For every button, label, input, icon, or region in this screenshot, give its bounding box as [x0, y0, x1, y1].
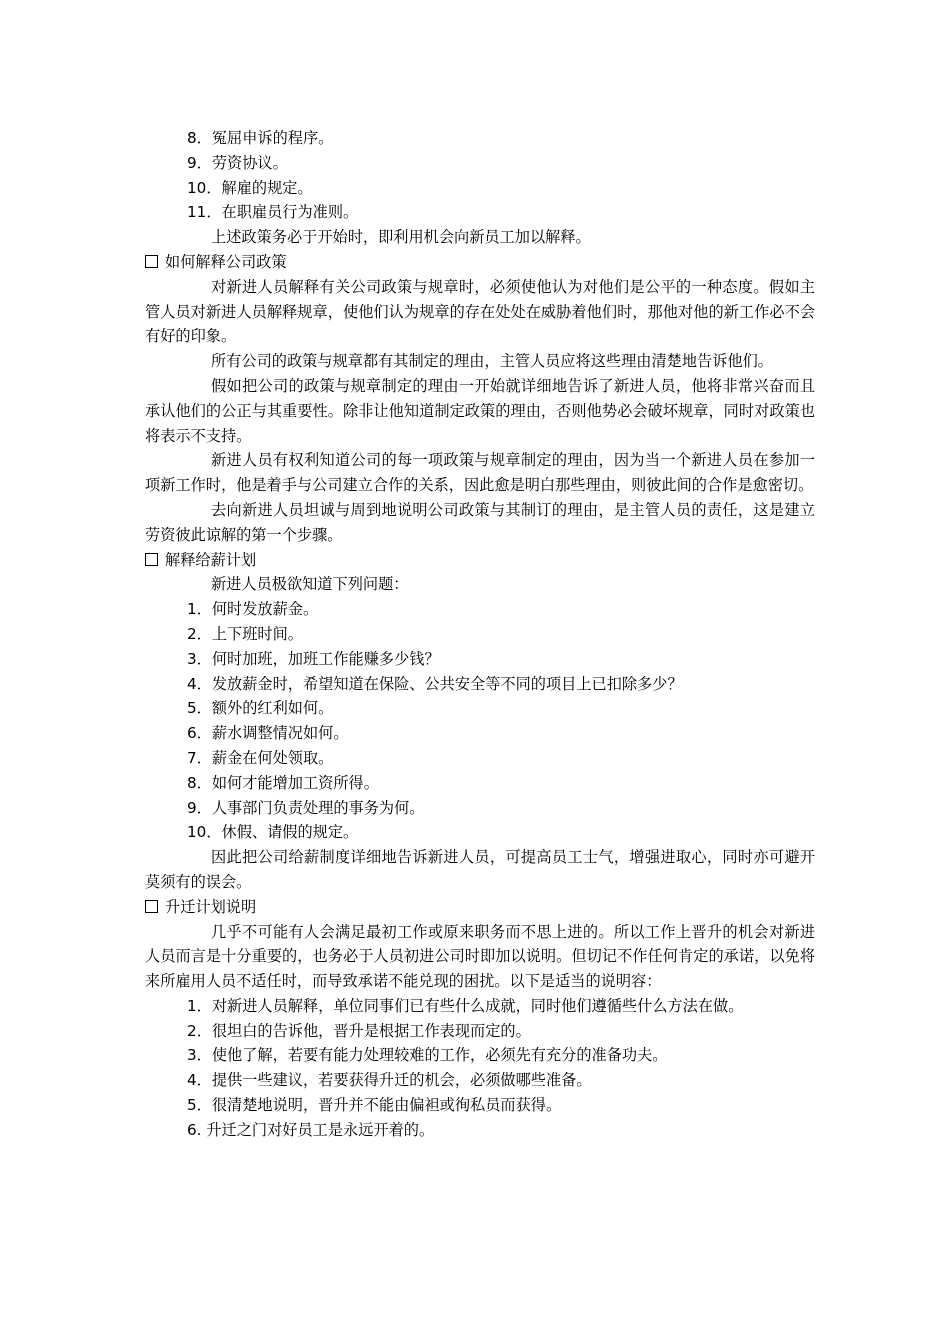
heading-text: 如何解释公司政策 [165, 252, 287, 271]
paragraph-text: 几乎不可能有人会满足最初工作或原来职务而不思上进的。所以工作上晋升的机会对新进人员而言是十分重要的，也务必于人员初进公司时即加以说明。但切记不作任何肯定的承诺，以免将来所雇用人员不适任时，而导致承诺不能兑现的困扰。以下是适当的说明容： [145, 922, 815, 991]
paragraph-text: 所有公司的政策与规章都有其制定的理由，主管人员应将这些理由清楚地告诉他们。 [211, 352, 773, 371]
list-item: 3．使他了解，若要有能力处理较难的工作，必须先有充分的准备功夫。 [187, 1046, 668, 1065]
list-item: 3．何时加班，加班工作能赚多少钱？ [187, 649, 440, 668]
list-item: 6. 升迁之门对好员工是永远开着的。 [187, 1120, 435, 1139]
list-item: 10．休假、请假的规定。 [187, 823, 359, 842]
paragraph [145, 349, 815, 374]
list-item: 5．额外的红利如何。 [187, 699, 334, 718]
heading-text: 解释给薪计划 [165, 550, 257, 569]
paragraph-text: 假如把公司的政策与规章制定的理由一开始就详细地告诉了新进人员，他将非常兴奋而且承认他们的公正与其重要性。除非让他知道制定政策的理由，否则他势必会破坏规章，同时对政策也将表示不支持。 [145, 376, 815, 445]
list-item: 5．很清楚地说明，晋升并不能由偏袒或徇私员而获得。 [187, 1096, 562, 1115]
list-item: 2．上下班时间。 [187, 624, 303, 643]
list-item: 11．在职雇员行为准则。 [187, 203, 359, 222]
paragraph [145, 498, 815, 548]
list-item: 6．薪水调整情况如何。 [187, 724, 349, 743]
paragraph-text: 去向新进人员坦诚与周到地说明公司政策与其制订的理由，是主管人员的责任，这是建立劳资彼此谅解的第一个步骤。 [145, 500, 815, 544]
note-paragraph: 上述政策务必于开始时，即利用机会向新员工加以解释。 [211, 228, 591, 247]
list-item: 10．解雇的规定。 [187, 178, 313, 197]
list-item: 9．人事部门负责处理的事务为何。 [187, 798, 425, 817]
paragraph [145, 845, 815, 895]
paragraph-text: 新进人员有权利知道公司的每一项政策与规章制定的理由，因为当一个新进人员在参加一项新工作时，他是着手与公司建立合作的关系，因此愈是明白那些理由，则彼此间的合作是愈密切。 [145, 451, 815, 495]
checkbox-square-icon [145, 255, 158, 268]
list-item: 1．对新进人员解释，单位同事们已有些什么成就，同时他们遵循些什么方法在做。 [187, 996, 744, 1015]
heading-text: 升迁计划说明 [165, 897, 257, 916]
paragraph-text: 对新进人员解释有关公司政策与规章时，必须使他认为对他们是公平的一种态度。假如主管人员对新进人员解释规章，使他们认为规章的存在处处在威胁着他们时，那他对他的新工作必不会有好的印象。 [145, 277, 815, 346]
paragraph [145, 920, 815, 994]
list-item: 2．很坦白的告诉他，晋升是根据工作表现而定的。 [187, 1021, 531, 1040]
section-heading-pay [145, 548, 815, 573]
list-item: 4．提供一些建议，若要获得升迁的机会，必须做哪些准备。 [187, 1071, 592, 1090]
paragraph [145, 374, 815, 448]
list-item: 9．劳资协议。 [187, 153, 288, 172]
list-item: 8．如何才能增加工资所得。 [187, 773, 379, 792]
list-item: 1．何时发放薪金。 [187, 600, 319, 619]
list-item: 7．薪金在何处领取。 [187, 748, 334, 767]
checkbox-square-icon [145, 553, 158, 566]
list-item: 4．发放薪金时，希望知道在保险、公共安全等不同的项目上已扣除多少？ [187, 674, 683, 693]
paragraph [145, 448, 815, 498]
checkbox-square-icon [145, 900, 158, 913]
section-heading-promo [145, 895, 815, 920]
intro-paragraph: 新进人员极欲知道下列问题： [211, 575, 409, 594]
document-page [145, 126, 815, 1143]
section-heading-how [145, 250, 815, 275]
list-item: 8．冤屈申诉的程序。 [187, 129, 334, 147]
paragraph-text: 因此把公司给薪制度详细地告诉新进人员，可提高员工士气，增强进取心，同时亦可避开莫须有的误会。 [145, 848, 815, 891]
paragraph [145, 275, 815, 349]
